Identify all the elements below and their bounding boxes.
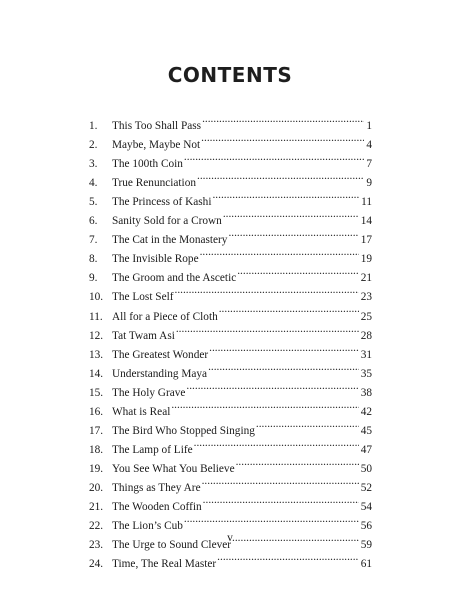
- toc-dot-leader: [197, 167, 364, 186]
- toc-dot-leader: [223, 205, 359, 224]
- page-number: v: [227, 532, 233, 544]
- toc-dot-leader: [219, 300, 359, 319]
- toc-entry-title: You See What You Believe: [112, 462, 235, 475]
- toc-entry-title: The 100th Coin: [112, 158, 183, 171]
- toc-entry-title: Sanity Sold for a Crown: [112, 215, 222, 228]
- toc-entry-page: 19: [360, 253, 372, 266]
- toc-dot-leader: [184, 148, 364, 167]
- toc-entry-title: The Lamp of Life: [112, 443, 193, 456]
- toc-dot-leader: [186, 377, 358, 396]
- toc-dot-leader: [201, 129, 364, 148]
- toc-entry-page: 42: [360, 405, 372, 418]
- toc-entry-title: All for a Piece of Cloth: [112, 310, 218, 323]
- toc-entry-page: 45: [360, 424, 372, 437]
- toc-entry-number: 10.: [89, 291, 104, 304]
- table-of-contents: [89, 110, 372, 571]
- toc-entry-title: True Renunciation: [112, 177, 196, 190]
- toc-entry-number: 1.: [89, 120, 98, 133]
- toc-entry-title: Time, The Real Master: [112, 558, 217, 571]
- toc-dot-leader: [202, 110, 364, 129]
- toc-entry-number: 20.: [89, 481, 104, 494]
- page-title: CONTENTS: [167, 63, 293, 87]
- toc-entry-number: 3.: [89, 158, 98, 171]
- toc-entry-page: 9: [366, 177, 372, 190]
- toc-entry-page: 61: [360, 558, 372, 571]
- toc-entry-number: 2.: [89, 139, 98, 152]
- toc-entry-page: 38: [360, 386, 372, 399]
- toc-dot-leader: [203, 491, 359, 510]
- toc-dot-leader: [217, 548, 359, 567]
- toc-entry-number: 24.: [89, 558, 104, 571]
- toc-entry-page: 14: [360, 215, 372, 228]
- toc-entry-number: 13.: [89, 348, 104, 361]
- toc-entry-number: 22.: [89, 520, 104, 533]
- toc-entry-title: The Groom and the Ascetic: [112, 272, 237, 285]
- toc-entry-title: This Too Shall Pass: [112, 120, 202, 133]
- toc-entry-title: Understanding Maya: [112, 367, 208, 380]
- toc-entry-number: 9.: [89, 272, 98, 285]
- toc-entry-page: 47: [360, 443, 372, 456]
- toc-dot-leader: [208, 358, 359, 377]
- toc-dot-leader: [171, 396, 358, 415]
- toc-dot-leader: [236, 453, 359, 472]
- toc-entry-page: 21: [360, 272, 372, 285]
- toc-entry-number: 5.: [89, 196, 98, 209]
- toc-entry-number: 18.: [89, 443, 104, 456]
- toc-entry-number: 8.: [89, 253, 98, 266]
- toc-entry-title: The Bird Who Stopped Singing: [112, 424, 255, 437]
- toc-entry: [89, 110, 372, 133]
- toc-dot-leader: [175, 281, 359, 300]
- toc-entry-page: 54: [360, 500, 372, 513]
- toc-entry-number: 7.: [89, 234, 98, 247]
- toc-entry-number: 4.: [89, 177, 98, 190]
- toc-dot-leader: [209, 339, 359, 358]
- toc-dot-leader: [237, 262, 358, 281]
- toc-entry-title: The Holy Grave: [112, 386, 186, 399]
- toc-entry-page: 23: [360, 291, 372, 304]
- toc-entry-number: 17.: [89, 424, 104, 437]
- toc-entry-title: What is Real: [112, 405, 171, 418]
- toc-entry-page: 4: [366, 139, 372, 152]
- toc-entry-title: Things as They Are: [112, 481, 201, 494]
- toc-entry-number: 11.: [89, 310, 103, 323]
- toc-dot-leader: [184, 510, 359, 529]
- toc-entry-number: 21.: [89, 500, 104, 513]
- toc-entry-title: The Cat in the Monastery: [112, 234, 228, 247]
- toc-entry-page: 25: [360, 310, 372, 323]
- toc-entry-title: Tat Twam Asi: [112, 329, 175, 342]
- toc-dot-leader: [176, 320, 359, 339]
- toc-dot-leader: [202, 472, 359, 491]
- toc-entry-number: 14.: [89, 367, 104, 380]
- toc-entry-title: The Invisible Rope: [112, 253, 199, 266]
- toc-entry-page: 35: [360, 367, 372, 380]
- toc-entry-title: The Greatest Wonder: [112, 348, 209, 361]
- toc-entry-number: 15.: [89, 386, 104, 399]
- toc-entry-number: 6.: [89, 215, 98, 228]
- toc-entry-number: 23.: [89, 539, 104, 552]
- toc-entry-number: 19.: [89, 462, 104, 475]
- toc-entry-title: The Lion’s Cub: [112, 520, 183, 533]
- toc-entry-page: 50: [360, 462, 372, 475]
- toc-entry-page: 59: [360, 539, 372, 552]
- toc-entry-page: 11: [361, 196, 372, 209]
- toc-entry-title: Maybe, Maybe Not: [112, 139, 201, 152]
- toc-dot-leader: [228, 224, 358, 243]
- toc-entry-title: The Urge to Sound Clever: [112, 539, 232, 552]
- toc-dot-leader: [256, 415, 359, 434]
- toc-entry-page: 56: [360, 520, 372, 533]
- toc-entry-page: 7: [366, 158, 372, 171]
- toc-entry-page: 17: [360, 234, 372, 247]
- toc-entry-title: The Lost Self: [112, 291, 174, 304]
- toc-entry-page: 28: [360, 329, 372, 342]
- toc-dot-leader: [212, 186, 359, 205]
- toc-entry-page: 31: [360, 348, 372, 361]
- toc-dot-leader: [200, 243, 359, 262]
- toc-entry-page: 52: [360, 481, 372, 494]
- toc-entry-title: The Princess of Kashi: [112, 196, 212, 209]
- toc-entry-page: 1: [366, 120, 372, 133]
- toc-entry-number: 16.: [89, 405, 104, 418]
- toc-entry-title: The Wooden Coffin: [112, 500, 202, 513]
- toc-entry-number: 12.: [89, 329, 104, 342]
- toc-dot-leader: [194, 434, 359, 453]
